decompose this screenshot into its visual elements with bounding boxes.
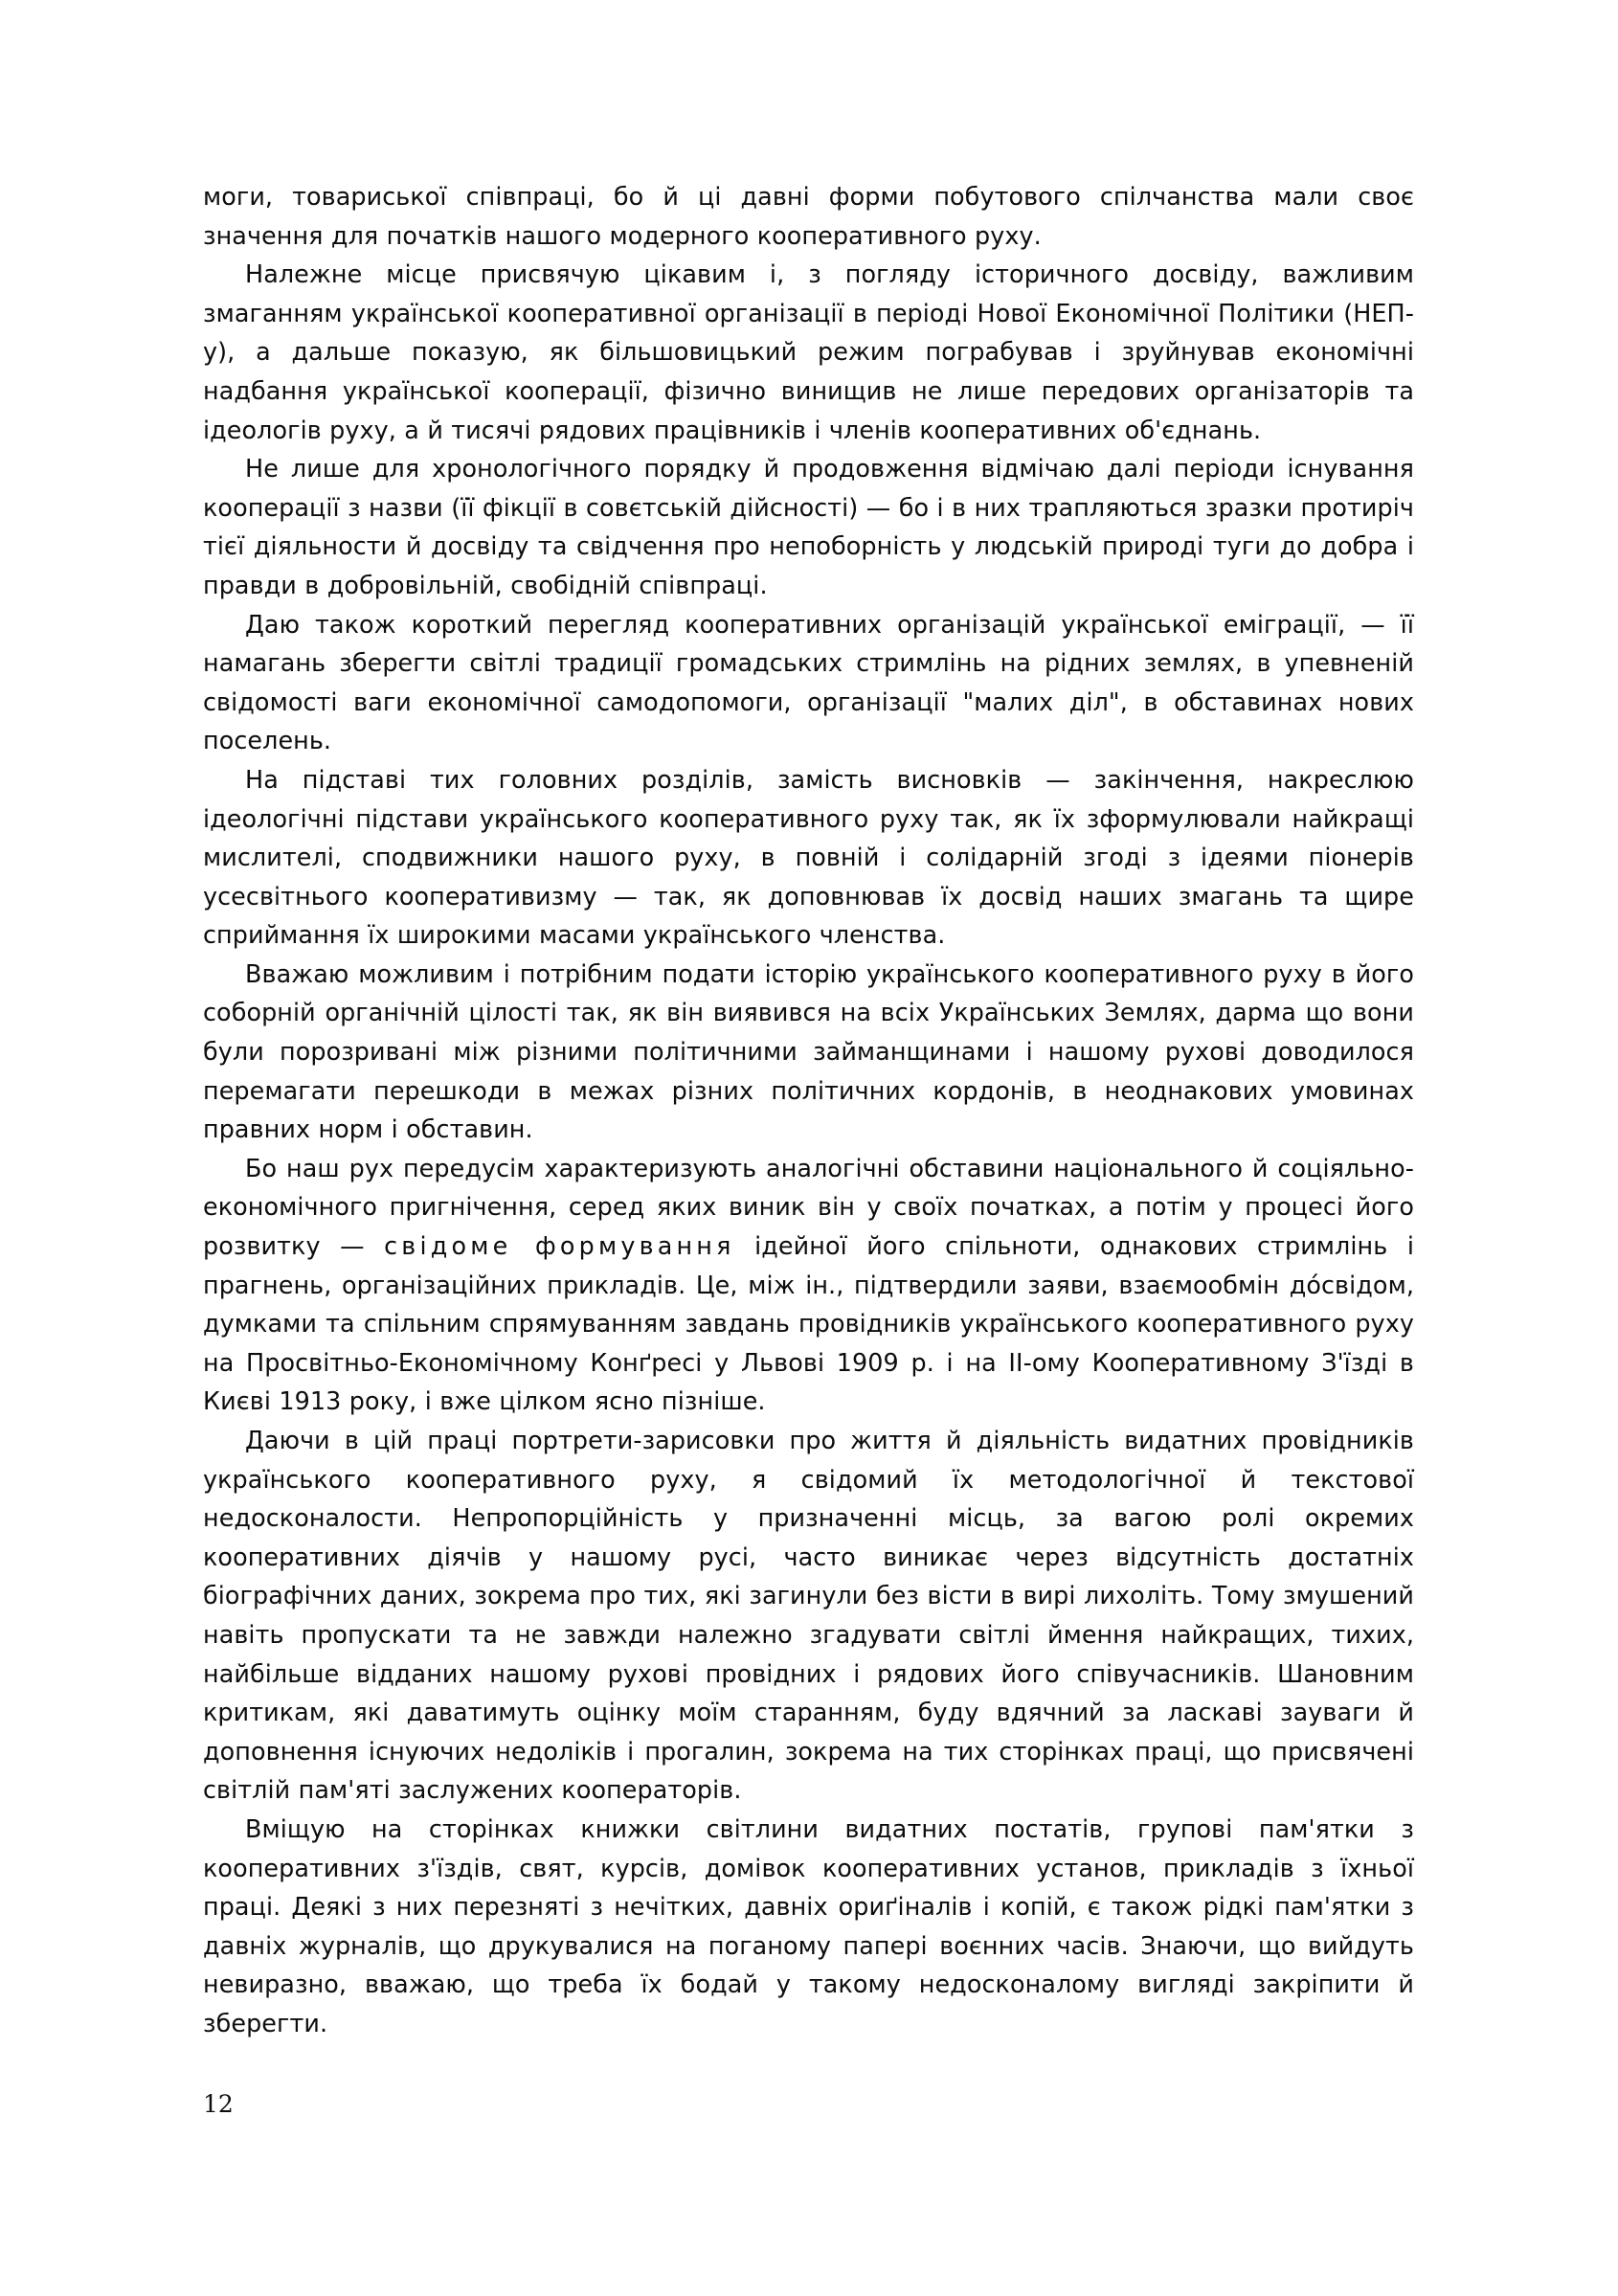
paragraph: моги, товариської співпраці, бо й ці давні форми побутового спілчанства мали своє значення для початків нашого модерного кооперативного руху.	[203, 182, 1414, 250]
paragraph: Даючи в цій праці портрети-зарисовки про життя й діяльність видатних провідників українського кооперативного руху, я свідомий їх методологічної й текстової недосконалости. Непропорційність у призначенні місць, за вагою ролі окремих кооперативних діячів у нашому русі, часто виникає через відсутність достатніх біографічних даних, зокрема про тих, які загинули без вісти в вирі лихоліть. Тому змушений навіть пропускати та не завжди належно згадувати світлі ймення найкращих, тихих, найбільше відданих нашому рухові провідних і рядових його співучасників. Шановним критикам, які даватимуть оцінку моїм старанням, буду вдячний за ласкаві зауваги й доповнення існуючих недоліків і прогалин, зокрема на тих сторінках праці, що присвячені світлій пам'яті заслужених кооператорів.	[203, 1426, 1414, 1805]
paragraph: Належне місце присвячую цікавим і, з погляду історичного досвіду, важливим змаганням української кооперативної організації в періоді Нової Економічної Політики (НЕП-у), а дальше показую, як більшовицький режим пограбував і зруйнував економічні надбання української кооперації, фізично винищив не лише передових організаторів та ідеологів руху, а й тисячі рядових працівників і членів кооперативних об'єднань.	[203, 259, 1414, 444]
paragraph: Вважаю можливим і потрібним подати історію українського кооперативного руху в його соборній органічній цілості так, як він виявився на всіх Українських Землях, дарма що вони були порозривані між різними політичними займанщинами і нашому рухові доводилося перемагати перешкоди в межах різних політичних кордонів, в неоднакових умовинах правних норм і обставин.	[203, 958, 1414, 1144]
paragraph-text-lead: Бо наш рух передусім характеризують аналогічні обставини національного й соціяльно-економічного пригнічення, серед яких виник він у своїх початках, а потім у процесі його розвитку —	[203, 1153, 1414, 1261]
page-body-text	[203, 177, 1414, 2043]
paragraph-with-emphasis	[203, 1149, 1414, 1421]
page-number: 12	[203, 2090, 234, 2118]
paragraph: Вміщую на сторінках книжки світлини видатних постатів, групові пам'ятки з кооперативних з'їздів, свят, курсів, домівок кооперативних установ, прикладів з їхньої праці. Деякі з них перезняті з нечітких, давніх ориґіналів і копій, є також рідкі пам'ятки з давніх журналів, що друкувалися на поганому папері воєнних часів. Знаючи, що вийдуть невиразно, вважаю, що треба їх бодай у такому недосконалому вигляді закріпити й зберегти.	[203, 1813, 1414, 2037]
paragraph-text-spaced-emphasis: свідоме формування	[384, 1231, 735, 1261]
paragraph-text-tail: ідейної його спільноти, однакових стримлінь і прагнень, організаційних прикладів. Це, між ін., підтвердили заяви, взаємообмін дóсвідом, думками та спільним спрямуванням завдань провідників українського кооперативного руху на Просвітньо-Економічному Конґресі у Львові 1909 р. і на ІІ-ому Кооперативному З'їзді в Києві 1913 року, і вже цілком ясно пізніше.	[203, 1231, 1414, 1416]
paragraph: На підставі тих головних розділів, замість висновків — закінчення, накреслюю ідеологічні підстави українського кооперативного руху так, як їх зформулювали найкращі мислителі, сподвижники нашого руху, в повній і солідарній згоді з ідеями піонерів усесвітнього кооперативизму — так, як доповнював їх досвід наших змагань та щире сприймання їх широкими масами українського членства.	[203, 764, 1414, 950]
paragraph: Даю також короткий перегляд кооперативних організацій української еміграції, — її намагань зберегти світлі традиції громадських стримлінь на рідних землях, в упевненій свідомості ваги економічної самодопомоги, організації "малих діл", в обставинах нових поселень.	[203, 609, 1414, 755]
paragraph: Не лише для хронологічного порядку й продовження відмічаю далі періоди існування кооперації з назви (її фікції в совєтській дійсності) — бо і в них трапляються зразки протиріч тієї діяльности й досвіду та свідчення про непоборність у людській природі туги до добра і правди в добровільній, свобідній співпраці.	[203, 454, 1414, 599]
